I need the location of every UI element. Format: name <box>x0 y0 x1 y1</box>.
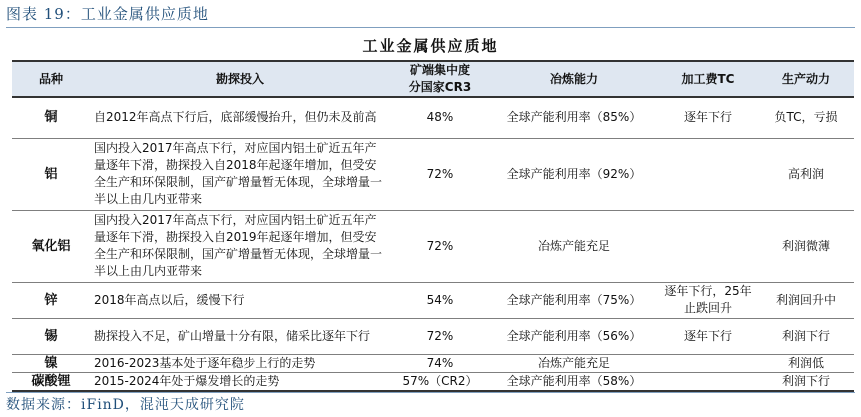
cell-investment: 2016-2023基本处于逐年稳步上行的走势 <box>90 354 390 372</box>
cell-utilization: 全球产能利用率（58%） <box>490 372 658 391</box>
cell-utilization: 冶炼产能充足 <box>490 210 658 282</box>
cell-investment: 国内投入2017年高点下行，对应国内铝土矿近五年产量逐年下滑，勘探投入自2019年起逐年增加，但受安全生产和环保限制，国产矿增量暂无体现，全球增量一半以上由几内亚带来 <box>90 210 390 282</box>
cell-drive: 高利润 <box>758 138 854 210</box>
table-row <box>12 318 854 354</box>
cell-utilization: 全球产能利用率（92%） <box>490 138 658 210</box>
cell-drive: 利润下行 <box>758 318 854 354</box>
cell-drive: 利润下行 <box>758 372 854 391</box>
cell-utilization: 全球产能利用率（75%） <box>490 282 658 318</box>
data-source: 数据来源：iFinD，混沌天成研究院 <box>6 397 245 413</box>
cell-fee <box>658 210 758 282</box>
cell-type: 铜 <box>12 97 90 138</box>
cell-drive: 利润回升中 <box>758 282 854 318</box>
cell-fee: 逐年下行 <box>658 318 758 354</box>
table-row <box>12 354 854 372</box>
header-investment: 勘探投入 <box>90 61 390 97</box>
cell-investment: 2015-2024年处于爆发增长的走势 <box>90 372 390 391</box>
cell-fee <box>658 372 758 391</box>
cell-cr3: 57%（CR2） <box>390 372 490 391</box>
cell-investment: 国内投入2017年高点下行，对应国内铝土矿近五年产量逐年下滑，勘探投入自2018年起逐年增加，但受安全生产和环保限制，国产矿增量暂无体现，全球增量一半以上由几内亚带来 <box>90 138 390 210</box>
supply-quality-table <box>12 60 854 392</box>
cell-investment: 2018年高点以后，缓慢下行 <box>90 282 390 318</box>
cell-cr3: 72% <box>390 210 490 282</box>
cell-drive: 利润微薄 <box>758 210 854 282</box>
cell-type: 锡 <box>12 318 90 354</box>
cell-utilization: 冶炼产能充足 <box>490 354 658 372</box>
header-cr3 <box>390 61 490 97</box>
cell-cr3: 72% <box>390 138 490 210</box>
cell-investment: 勘探投入不足，矿山增量十分有限，储采比逐年下行 <box>90 318 390 354</box>
cell-type: 镍 <box>12 354 90 372</box>
figure-caption: 图表 19：工业金属供应质地 <box>6 5 209 23</box>
cell-drive: 利润低 <box>758 354 854 372</box>
table-title: 工业金属供应质地 <box>362 37 499 55</box>
cell-cr3: 74% <box>390 354 490 372</box>
cell-utilization: 全球产能利用率（56%） <box>490 318 658 354</box>
cell-fee <box>658 354 758 372</box>
header-row <box>12 61 854 97</box>
header-utilization: 冶炼能力 <box>490 61 658 97</box>
header-type: 品种 <box>12 61 90 97</box>
cell-investment: 自2012年高点下行后，底部缓慢抬升，但仍未及前高 <box>90 97 390 138</box>
header-cr3-line1: 矿端集中度 <box>409 63 470 77</box>
cell-utilization: 全球产能利用率（85%） <box>490 97 658 138</box>
source-divider <box>6 392 855 393</box>
table-row <box>12 138 854 210</box>
cell-drive: 负TC，亏损 <box>758 97 854 138</box>
header-cr3-line2: 分国家CR3 <box>408 80 472 94</box>
cell-type: 锌 <box>12 282 90 318</box>
cell-fee: 逐年下行 <box>658 97 758 138</box>
cell-type: 铝 <box>12 138 90 210</box>
table-row <box>12 210 854 282</box>
caption-divider <box>6 27 855 28</box>
cell-type: 氧化铝 <box>12 210 90 282</box>
header-fee: 加工费TC <box>658 61 758 97</box>
cell-cr3: 72% <box>390 318 490 354</box>
table-row <box>12 282 854 318</box>
table-row <box>12 97 854 138</box>
header-drive: 生产动力 <box>758 61 854 97</box>
cell-fee <box>658 138 758 210</box>
cell-type: 碳酸锂 <box>12 372 90 391</box>
cell-cr3: 54% <box>390 282 490 318</box>
cell-cr3: 48% <box>390 97 490 138</box>
cell-fee: 逐年下行，25年止跌回升 <box>658 282 758 318</box>
table-row <box>12 372 854 391</box>
